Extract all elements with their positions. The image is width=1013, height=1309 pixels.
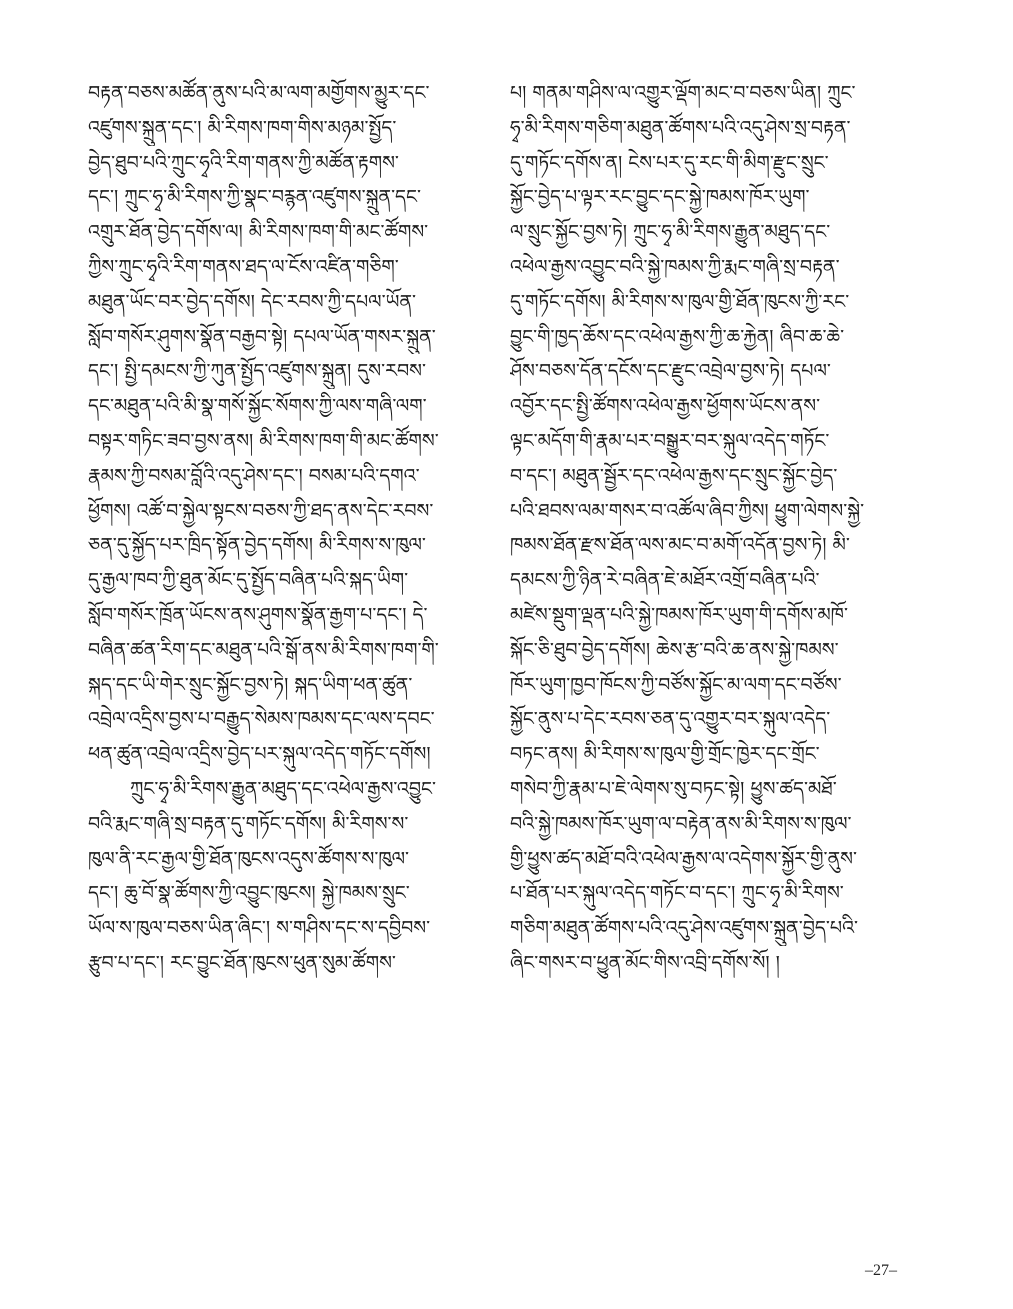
text-line: བསྟར་གཏིང་ཟབ་བྱས་ནས། མི་རིགས་ཁག་གི་མང་ཚོགས་ — [88, 429, 439, 452]
text-line: གཅིག་མཐུན་ཚོགས་པའི་འདུ་ཤེས་འཛུགས་སྐྲུན་བྱེད་པའི་ — [510, 917, 859, 940]
text-line: སློབ་གསོར་ཤུགས་སྣོན་བརྒྱབ་སྟེ། དཔལ་ཡོན་གསར་སྐྲུན་ — [88, 325, 436, 348]
text-line: ཀྲུང་ཧྭ་མི་རིགས་རྒྱུན་མཐུད་དང་འཕེལ་རྒྱས་འབྱུང་ — [130, 777, 436, 800]
text-line: འབྱོར་དང་སྤྱི་ཚོགས་འཕེལ་རྒྱས་ཕྱོགས་ཡོངས་ནས་ — [510, 395, 821, 418]
text-line: འབྲེལ་འདྲིས་བྱས་པ་བརྒྱུད་སེམས་ཁམས་དང་ལས་དབང་ — [88, 708, 435, 731]
text-line: པ་ཐོན་པར་སྐུལ་འདེད་གཏོང་བ་དང་། ཀྲུང་ཧྭ་མི་རིགས་ — [510, 882, 844, 905]
text-line: ཅན་དུ་སྐྱོད་པར་ཁྲིད་སྟོན་བྱེད་དགོས། མི་རིགས་ས་ཁུལ་ — [88, 534, 426, 557]
page-number: –27– — [865, 1262, 897, 1279]
text-line: ཁུལ་ནི་རང་རྒྱལ་གྱི་ཐོན་ཁུངས་འདུས་ཚོགས་ས་ཁུལ་ — [88, 847, 410, 870]
text-line: བཏང་ནས། མི་རིགས་ས་ཁུལ་གྱི་གྲོང་ཁྱེར་དང་གྲོང་ — [510, 743, 820, 766]
text-line: སྐྱོང་བྱེད་པ་ལྟར་རང་བྱུང་དང་སྐྱེ་ཁམས་ཁོར་ཡུག་ — [510, 186, 810, 209]
text-line: དམངས་ཀྱི་ཉིན་རེ་བཞིན་ཇེ་མཐོར་འགྲོ་བཞིན་པའི་ — [510, 569, 820, 592]
text-line: ལ་སྲུང་སྐྱོང་བྱས་ཏེ། ཀྲུང་ཧྭ་མི་རིགས་རྒྱུན་མཐུད་དང་ — [510, 221, 831, 244]
text-line: གསེབ་ཀྱི་རྣམ་པ་ཇེ་ལེགས་སུ་བཏང་སྟེ། ཕྱུས་ཚད་མཐོ་ — [510, 777, 837, 800]
text-line: གྱི་ཕྱུས་ཚད་མཐོ་བའི་འཕེལ་རྒྱས་ལ་འདེགས་སྐྱོར་གྱི་ནུས་ — [510, 847, 857, 870]
text-line: ཀྱིས་ཀྲུང་ཧྭའི་རིག་གནས་ཐད་ལ་ངོས་འཛིན་གཅིག་ — [88, 255, 399, 278]
text-line: དུ་རྒྱལ་ཁབ་ཀྱི་ཐུན་མོང་དུ་སྤྱོད་བཞིན་པའི་སྐད་ཡིག་ — [88, 569, 409, 592]
text-line: འཕེལ་རྒྱས་འབྱུང་བའི་སྐྱེ་ཁམས་ཀྱི་རྨང་གཞི་སྲ་བརྟན་ — [510, 255, 840, 278]
text-line: ཧྭ་མི་རིགས་གཅིག་མཐུན་ཚོགས་པའི་འདུ་ཤེས་སྲ་བརྟན་ — [510, 116, 851, 139]
text-line: པའི་ཐབས་ལམ་གསར་བ་འཚོལ་ཞིབ་ཀྱིས། ཕྱུག་ལེགས་སྐྱེ་ — [510, 499, 865, 522]
text-line: རྣམས་ཀྱི་བསམ་བློའི་འདུ་ཤེས་དང་། བསམ་པའི་དགའ་ — [88, 464, 420, 487]
text-line: བྱུང་གི་ཁྱད་ཆོས་དང་འཕེལ་རྒྱས་ཀྱི་ཆ་རྐྱེན། ཞིབ་ཆ་ཆེ་ — [510, 325, 845, 348]
text-line: བཞིན་ཚན་རིག་དང་མཐུན་པའི་སྒོ་ནས་མི་རིགས་ཁག་གི་ — [88, 638, 439, 661]
text-line: མཐུན་ཡོང་བར་བྱེད་དགོས། དེང་རབས་ཀྱི་དཔལ་ཡོན་ — [88, 290, 417, 313]
text-line: དུ་གཏོང་དགོས་ན། ངེས་པར་དུ་རང་གི་མིག་རྫུང་སྲུང་ — [510, 151, 829, 174]
text-line: ཕན་ཚུན་འབྲེལ་འདྲིས་བྱེད་པར་སྐུལ་འདེད་གཏོང་དགོས། — [88, 743, 431, 766]
text-line: བའི་སྐྱེ་ཁམས་ཁོར་ཡུག་ལ་བརྟེན་ནས་མི་རིགས་ས་ཁུལ་ — [510, 812, 852, 835]
text-line: སློབ་གསོར་ཁྲོན་ཡོངས་ནས་ཤུགས་སྣོན་རྒྱག་པ་དང་། དེ་ — [88, 603, 428, 626]
text-line: བའི་རྨང་གཞི་སྲ་བརྟན་དུ་གཏོང་དགོས། མི་རིགས་ས་ — [88, 812, 409, 835]
text-line: བྱེད་ཐུབ་པའི་ཀྲུང་ཧྭའི་རིག་གནས་ཀྱི་མཚོན་རྟགས་ — [88, 151, 399, 174]
text-line: དང་། ཆུ་བོ་སྣ་ཚོགས་ཀྱི་འབྱུང་ཁུངས། སྐྱེ་ཁམས་སྲུང་ — [88, 882, 410, 905]
text-line: འགྲུར་ཐོན་བྱེད་དགོས་ལ། མི་རིགས་ཁག་གི་མང་ཚོགས་ — [88, 221, 429, 244]
left-text-column — [88, 76, 488, 981]
right-text-column — [510, 76, 908, 981]
text-line: ཤོས་བཅས་དོན་དངོས་དང་རྫུང་འབྲེལ་བྱས་ཏེ། དཔལ་ — [510, 360, 831, 383]
text-line: དང་། ཀྲུང་ཧྭ་མི་རིགས་ཀྱི་སྣང་བརྙན་འཛུགས་སྐྲུན་དང་ — [88, 186, 422, 209]
text-line: ཞིང་གསར་བ་ཕྱུན་མོང་གིས་འབྲི་དགོས་སོ། ། — [510, 951, 780, 974]
text-line: ཁམས་ཐོན་རྫས་ཐོན་ལས་མང་བ་མགོ་འདོན་བྱས་ཏེ། མི་ — [510, 534, 850, 557]
text-line: རྩུབ་པ་དང་། རང་བྱུང་ཐོན་ཁུངས་ཕུན་སུམ་ཚོགས་ — [88, 951, 396, 974]
text-line: བརྟན་བཅས་མཚོན་ནུས་པའི་མ་ལག་མགྱོགས་མྱུར་དང་ — [88, 82, 430, 104]
text-line: སྐོང་ཅི་ཐུབ་བྱེད་དགོས། ཆེས་རྩ་བའི་ཆ་ནས་སྐྱེ་ཁམས་ — [510, 638, 839, 661]
text-line: སྐྱོང་ནུས་པ་དེང་རབས་ཅན་དུ་འགྱུར་བར་སྐུལ་འདེད་ — [510, 708, 831, 731]
text-line: ཁོར་ཡུག་ཁྱབ་ཁོངས་ཀྱི་བཙོས་སྐྱོང་མ་ལག་དང་བཙོས་ — [510, 673, 842, 696]
text-line: ལྟང་མདོག་གི་རྣམ་པར་བསྒྱུར་བར་སྐུལ་འདེད་གཏོང་ — [510, 429, 830, 452]
text-line: བ་དང་། མཐུན་སྦྱོར་དང་འཕེལ་རྒྱས་དང་སྲུང་སྐྱོང་བྱེད་ — [510, 464, 838, 487]
text-line: ཕྱོགས། འཚོ་བ་སྐྱེལ་སྟངས་བཅས་ཀྱི་ཐད་ནས་དེང་རབས་ — [88, 499, 434, 522]
text-line: ཡོལ་ས་ཁུལ་བཅས་ཡིན་ཞིང་། ས་གཤིས་དང་ས་དབྱིབས་ — [88, 917, 431, 940]
text-line: དུ་གཏོང་དགོས། མི་རིགས་ས་ཁུལ་གྱི་ཐོན་ཁུངས་ཀྱི་རང་ — [510, 290, 850, 313]
text-line: འཛུགས་སྐྲུན་དང་། མི་རིགས་ཁག་གིས་མཉམ་སྤྱོད་ — [88, 116, 397, 139]
text-line: དང་། སྤྱི་དམངས་ཀྱི་ཀུན་སྤྱོད་འཛུགས་སྐྲུན། དུས་རབས་ — [88, 360, 426, 383]
text-line: མཛེས་སྡུག་ལྡན་པའི་སྐྱེ་ཁམས་ཁོར་ཡུག་གི་དགོས་མཁོ་ — [510, 603, 848, 626]
text-line: སྐད་དང་ཡི་གེར་སྲུང་སྐྱོང་བྱས་ཏེ། སྐད་ཡིག་ཕན་ཚུན་ — [88, 673, 413, 696]
text-line: པ། གནམ་གཤིས་ལ་འགྱུར་ལྡོག་མང་བ་བཅས་ཡིན། ཀྲུང་ — [510, 82, 856, 104]
text-line: དང་མཐུན་པའི་མི་སྣ་གསོ་སྐྱོང་སོགས་ཀྱི་ལས་གཞི་ལག་ — [88, 395, 427, 418]
